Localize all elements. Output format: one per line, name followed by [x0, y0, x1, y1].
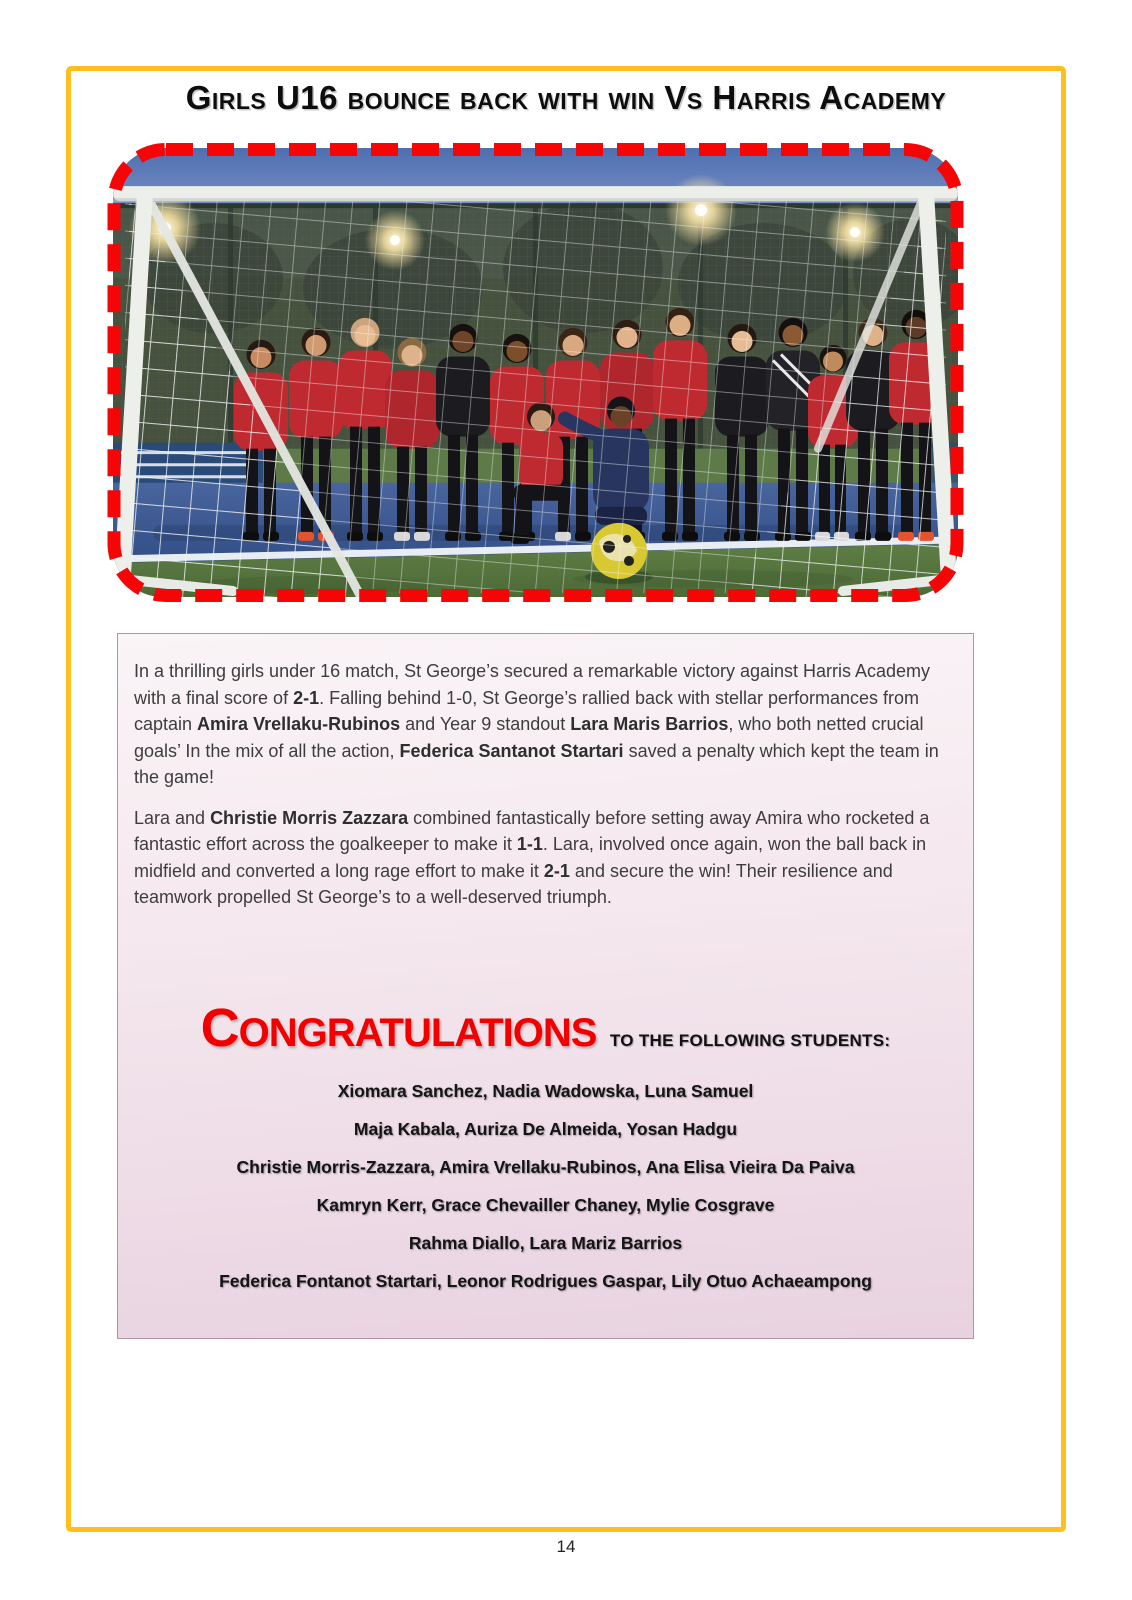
article-text: , who both netted crucial goals’ In the mix of all the action,: [134, 714, 924, 761]
article-text: . Lara, involved once again, won the ball back in midfield and converted a long rage effort to make it: [134, 834, 927, 881]
player-name-bold: Lara Maris Barrios: [570, 714, 729, 734]
player-name-bold: Amira Vrellaku-Rubinos: [197, 714, 401, 734]
article-text: Lara and: [134, 807, 211, 828]
team-photo-clip: [113, 148, 958, 597]
team-photo: [113, 148, 958, 597]
students-line-4: Kamryn Kerr, Grace Chevailler Chaney, Mylie Cosgrave: [316, 1194, 775, 1215]
article-text: combined fantastically before setting away Amira who rocketed a fantastic effort across the goalkeeper to make it: [134, 807, 930, 854]
congratulations-line: [134, 997, 957, 1058]
score-bold: 2-1: [543, 860, 570, 881]
player-name-bold: Federica Santanot Startari: [399, 740, 624, 761]
score-bold: 1-1: [516, 834, 543, 854]
article-text: and Year 9 standout: [400, 714, 571, 734]
students-line-3: Christie Morris-Zazzara, Amira Vrellaku-Rubinos, Ana Elisa Vieira Da Paiva: [236, 1156, 855, 1177]
students-line-5: Rahma Diallo, Lara Mariz Barrios: [408, 1232, 683, 1253]
article-text: and secure the win! Their resilience and teamwork propelled St George’s to a well-deserved triumph.: [134, 860, 893, 907]
article-text: . Falling behind 1-0, St George’s rallied back with stellar performances from captain: [134, 687, 920, 734]
congratulations-heading: CONGRATULATIONS: [200, 997, 597, 1058]
article-panel: [117, 633, 974, 1339]
newsletter-page: [66, 66, 1066, 1532]
article-paragraph-2: [134, 805, 957, 911]
students-line-2: Maja Kabala, Auriza De Almeida, Yosan Hadgu: [353, 1118, 738, 1139]
page-title: Girls U16 bounce back with win Vs Harris Academy: [185, 79, 947, 116]
students-line-1: Xiomara Sanchez, Nadia Wadowska, Luna Samuel: [337, 1080, 754, 1101]
page-number: 14: [556, 1537, 576, 1556]
students-list: [134, 1081, 957, 1292]
team-photo-frame: [107, 142, 964, 603]
article-text: In a thrilling girls under 16 match, St George’s secured a remarkable victory against Harris Academy with a final score of: [134, 661, 931, 708]
article-paragraph-1: [134, 658, 957, 791]
students-line-6: Federica Fontanot Startari, Leonor Rodrigues Gaspar, Lily Otuo Achaeampong: [219, 1270, 872, 1291]
article-text: saved a penalty which kept the team in the game!: [134, 740, 939, 787]
goal-net: [125, 200, 946, 597]
score-bold: 2-1: [293, 687, 320, 708]
player-name-bold: Christie Morris Zazzara: [210, 807, 409, 828]
congratulations-subheading: TO THE FOLLOWING STUDENTS:: [609, 1030, 891, 1050]
